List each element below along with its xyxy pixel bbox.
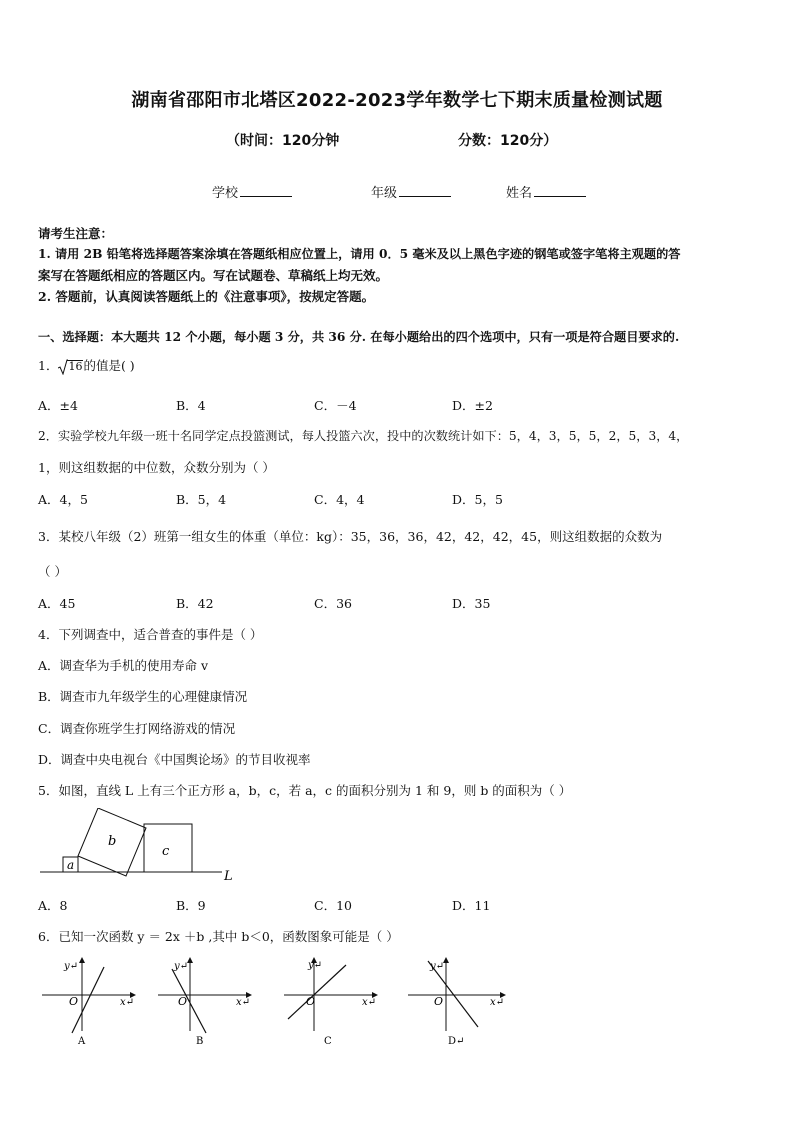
notice-item1-line1: 1. 请用 2B 铅笔将选择题答案涂填在答题纸相应位置上，请用 0．5 毫米及以上黑色字迹的钢笔或签字笔将主观题的答: [38, 247, 681, 261]
q2-option-d[interactable]: D．5，5: [452, 492, 503, 507]
svg-text:O: O: [306, 995, 316, 1008]
svg-text:x↵: x↵: [236, 997, 251, 1008]
page-title: 湖南省邵阳市北塔区2022-2023学年数学七下期末质量检测试题: [131, 90, 663, 111]
graph-d[interactable]: [404, 955, 514, 1047]
graph-a[interactable]: [38, 955, 138, 1047]
svg-text:x↵: x↵: [490, 997, 505, 1008]
q5-option-b[interactable]: B．9: [176, 898, 206, 913]
svg-text:y↵: y↵: [174, 961, 189, 972]
svg-text:x↵: x↵: [120, 997, 135, 1008]
label-c: c: [162, 844, 170, 859]
q2-line2: 1，则这组数据的中位数，众数分别为（ ）: [38, 460, 275, 475]
label-a: a: [67, 858, 75, 872]
q3-line2: （ ）: [38, 564, 67, 579]
q4-option-b[interactable]: B．调查市九年级学生的心理健康情况: [38, 689, 248, 704]
svg-text:y↵: y↵: [308, 960, 323, 971]
q4-option-c[interactable]: C．调查你班学生打网络游戏的情况: [38, 721, 236, 736]
q1-option-c[interactable]: C．－4: [314, 398, 357, 413]
school-field: 学校: [212, 182, 292, 201]
graph-b[interactable]: [154, 955, 254, 1047]
q1-option-b[interactable]: B．4: [176, 398, 206, 413]
q5-stem: 5．如图，直线 L 上有三个正方形 a，b，c，若 a，c 的面积分别为 1 和 9，则 b 的面积为（ ）: [38, 783, 572, 798]
svg-text:y↵: y↵: [430, 961, 445, 972]
school-blank[interactable]: [240, 184, 292, 197]
graph-c[interactable]: [280, 955, 380, 1047]
question-1: 1． 16的值是( ): [38, 358, 135, 373]
label-b: b: [108, 834, 117, 849]
notice-item2: 2. 答题前，认真阅读答题纸上的《注意事项》，按规定答题。: [38, 289, 375, 304]
q3-line1: 3．某校八年级（2）班第一组女生的体重（单位：kg）：35，36，36，42，42，42，45，则这组数据的众数为: [38, 529, 663, 544]
notice-heading: 请考生注意：: [38, 226, 114, 241]
svg-text:y↵: y↵: [64, 961, 79, 972]
name-field: 姓名: [506, 182, 586, 201]
svg-text:O: O: [178, 995, 188, 1008]
time-label: （时间：120分钟: [226, 133, 340, 149]
graph-c-label: C: [324, 1036, 332, 1047]
q4-option-d[interactable]: D．调查中央电视台《中国舆论场》的节目收视率: [38, 752, 311, 767]
q2-option-c[interactable]: C．4，4: [314, 492, 365, 507]
q3-option-d[interactable]: D．35: [452, 596, 491, 611]
q5-option-a[interactable]: A．8: [38, 898, 68, 913]
q2-option-b[interactable]: B．5，4: [176, 492, 227, 507]
q3-option-c[interactable]: C．36: [314, 596, 352, 611]
q4-option-a[interactable]: A．调查华为手机的使用寿命 v: [38, 658, 209, 673]
q4-stem: 4．下列调查中，适合普查的事件是（ ）: [38, 627, 263, 642]
q5-option-c[interactable]: C．10: [314, 898, 352, 913]
q5-option-d[interactable]: D．11: [452, 898, 491, 913]
graph-d-label: D↵: [448, 1036, 465, 1047]
squares-figure: [30, 808, 250, 888]
svg-text:O: O: [434, 995, 444, 1008]
graph-a-label: A: [78, 1036, 86, 1047]
score-label: 分数：120分）: [458, 133, 558, 149]
svg-text:x↵: x↵: [362, 997, 377, 1008]
label-line: L: [224, 869, 233, 884]
q3-option-b[interactable]: B．42: [176, 596, 214, 611]
section-heading: 一、选择题：本大题共 12 个小题，每小题 3 分，共 36 分. 在每小题给出的四个选项中，只有一项是符合题目要求的.: [38, 330, 680, 344]
q3-option-a[interactable]: A．45: [38, 596, 76, 611]
q1-option-a[interactable]: A．±4: [38, 398, 78, 413]
q6-stem: 6．已知一次函数 y ＝ 2x ＋b ,其中 b＜0，函数图象可能是（ ）: [38, 929, 399, 944]
q1-option-d[interactable]: D．±2: [452, 398, 493, 413]
notice-item1-line2: 案写在答题纸相应的答题区内。写在试题卷、草稿纸上均无效。: [38, 268, 389, 283]
grade-blank[interactable]: [399, 184, 451, 197]
grade-field: 年级: [371, 182, 451, 201]
sqrt-symbol: 16: [58, 360, 83, 373]
graph-b-label: B: [196, 1036, 204, 1047]
q2-line1: 2．实验学校九年级一班十名同学定点投篮测试，每人投篮六次，投中的次数统计如下：5，4，3，5，5，2，5，3，4，: [38, 429, 689, 443]
q2-option-a[interactable]: A．4，5: [38, 492, 88, 507]
name-blank[interactable]: [534, 184, 586, 197]
svg-text:O: O: [69, 995, 79, 1008]
